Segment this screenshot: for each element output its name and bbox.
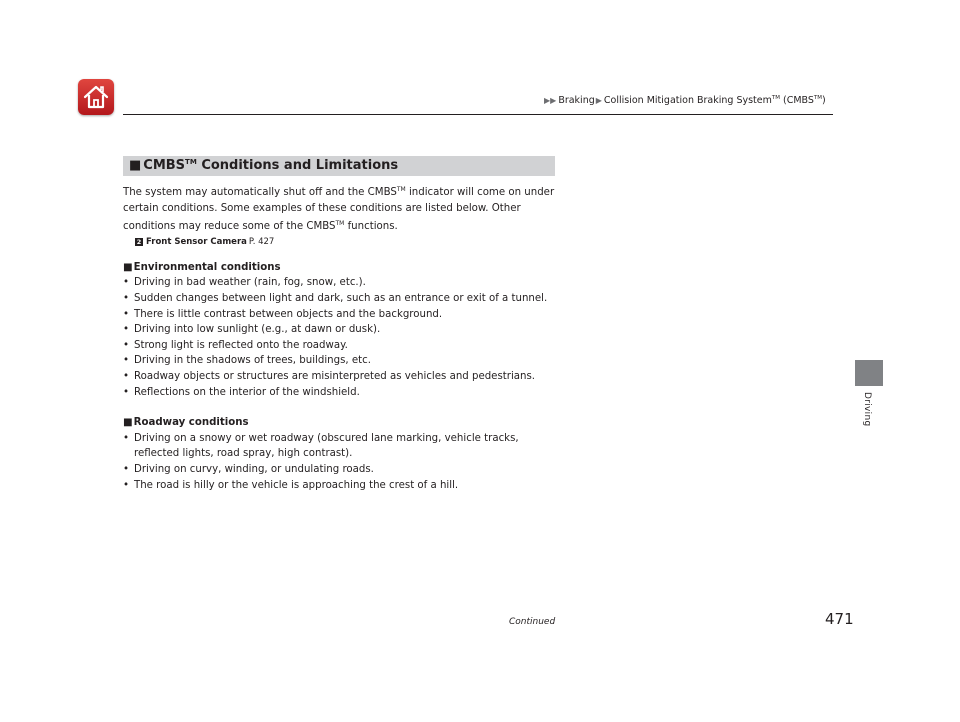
home-button[interactable] [78, 79, 114, 115]
list-item: • The road is hilly or the vehicle is approaching the crest of a hill. [123, 478, 563, 494]
section-title: ■ CMBS™ Conditions and Limitations [129, 158, 399, 173]
list-item: • Driving on curvy, winding, or undulating roads. [123, 462, 563, 478]
main-content [123, 182, 563, 493]
header-rule [123, 114, 833, 115]
breadcrumb-page: Collision Mitigation Braking System™ (CMBS™) [603, 95, 826, 106]
reference-arrow-icon: 2 [136, 238, 142, 247]
breadcrumb-section-link[interactable]: Braking [558, 95, 595, 106]
breadcrumb [543, 95, 826, 106]
side-tab-marker[interactable] [855, 360, 883, 386]
roadway-heading: ■Roadway conditions [123, 417, 249, 429]
subhead-marker-icon: ■ [123, 261, 133, 273]
list-item: • Roadway objects or structures are misinterpreted as vehicles and pedestrians. [123, 369, 563, 385]
home-icon [82, 83, 110, 111]
section-marker-icon: ■ [129, 158, 142, 173]
breadcrumb-arrow-icon: ▶▶ [544, 96, 557, 105]
list-item: • Driving into low sunlight (e.g., at dawn or dusk). [123, 322, 563, 338]
list-item: • There is little contrast between objects and the background. [123, 307, 563, 323]
list-item: • Strong light is reflected onto the roadway. [123, 338, 563, 354]
environmental-list [123, 275, 563, 400]
intro-paragraph: The system may automatically shut off and the CMBS™ indicator will come on under certain conditions. Some examples of these conditions are listed below. Other conditions may reduce some of the CMBS™ functions. [123, 186, 555, 233]
environmental-heading: ■Environmental conditions [123, 261, 281, 273]
list-item: • Driving on a snowy or wet roadway (obscured lane marking, vehicle tracks, reflected lights, road spray, high contrast). [123, 431, 563, 462]
continued-note: Continued [509, 617, 556, 627]
list-item: • Driving in bad weather (rain, fog, snow, etc.). [123, 275, 563, 291]
list-item: • Driving in the shadows of trees, buildings, etc. [123, 353, 563, 369]
side-tab-label: Driving [862, 392, 872, 427]
list-item: • Sudden changes between light and dark, such as an entrance or exit of a tunnel. [123, 291, 563, 307]
subhead-marker-icon: ■ [123, 417, 133, 429]
page-number: 471 [825, 610, 854, 628]
breadcrumb-separator-icon: ▶ [595, 96, 602, 105]
roadway-list [123, 431, 563, 493]
list-item: • Reflections on the interior of the windshield. [123, 385, 563, 401]
section-header-bar [123, 156, 555, 176]
cross-reference-link[interactable]: 2 Front Sensor Camera P. 427 [136, 236, 275, 247]
